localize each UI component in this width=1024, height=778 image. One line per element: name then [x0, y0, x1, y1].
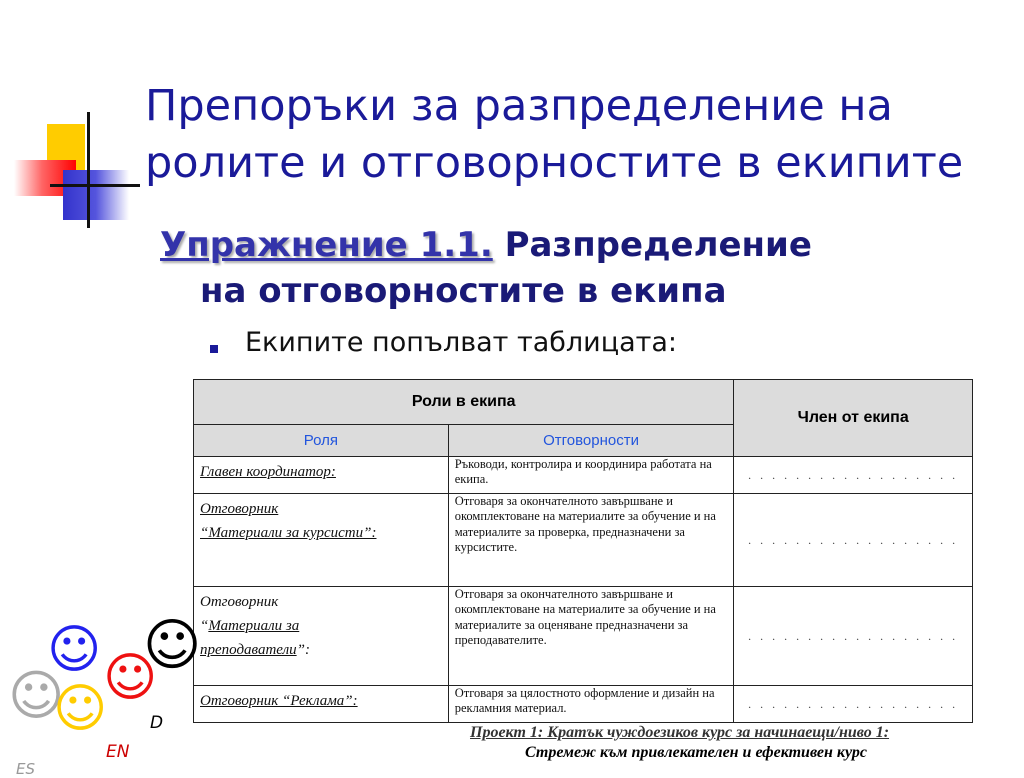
smiley-blue-icon: ☺ — [47, 620, 102, 680]
role-name-detail-2: преподаватели — [200, 642, 297, 658]
role-cell — [194, 686, 449, 723]
column-header-role: Роля — [194, 425, 449, 457]
smiley-yellow-icon: ☺ — [53, 679, 108, 739]
role-name-detail: “Материали за курсисти”: — [200, 525, 377, 541]
member-cell[interactable]: . . . . . . . . . . . . . . . . . . — [734, 494, 973, 587]
footer-project-line: Проект 1: Кратък чуждоезиков курс за начинаещи/ниво 1: — [470, 724, 890, 741]
slide-title — [145, 78, 1015, 192]
member-cell[interactable]: . . . . . . . . . . . . . . . . . . — [734, 686, 973, 723]
title-line-2: ролите и отговорностите в екипите — [145, 138, 964, 188]
exercise-label: Упражнение 1.1. — [160, 225, 493, 265]
title-line-1: Препоръки за разпределение на — [145, 81, 893, 131]
role-name: Отговорник — [200, 501, 279, 517]
language-label-es: ES — [16, 760, 35, 778]
footer-subtitle-line: Стремеж към привлекателен и ефективен курс — [525, 744, 867, 761]
column-header-responsibilities: Отговорности — [448, 425, 734, 457]
logo-vertical-line — [87, 112, 90, 228]
header-roles: Роли в екипа — [194, 380, 734, 425]
role-cell — [194, 587, 449, 686]
bullet-square-icon — [210, 345, 218, 353]
logo-horizontal-line — [50, 184, 140, 187]
exercise-title-part2: на отговорностите в екипа — [200, 271, 727, 311]
language-label-d: D — [150, 713, 164, 733]
smiley-black-icon: ☺ — [143, 613, 202, 678]
exercise-title-part1: Разпределение — [492, 225, 812, 265]
role-name-detail: Материали за — [208, 618, 300, 634]
quote-close: ”: — [296, 642, 310, 658]
table-row — [194, 494, 973, 587]
role-cell — [194, 457, 449, 494]
role-cell — [194, 494, 449, 587]
language-label-en: EN — [106, 742, 130, 762]
logo-blue-block — [63, 170, 129, 220]
table-row — [194, 587, 973, 686]
role-name: Главен координатор: — [200, 464, 336, 480]
member-cell[interactable]: . . . . . . . . . . . . . . . . . . — [734, 587, 973, 686]
responsibility-cell: Отговаря за окончателното завършване и окомплектоване на материалите за обучение и на материалите за оценяване предназначени за преподавателите. — [448, 587, 734, 686]
header-member: Член от екипа — [734, 380, 973, 457]
bullet-text: Екипите попълват таблицата: — [245, 327, 677, 358]
table-row — [194, 686, 973, 723]
quote-open: “ — [200, 618, 209, 634]
roles-table — [193, 379, 973, 723]
responsibility-cell: Ръководи, контролира и координира работата на екипа. — [448, 457, 734, 494]
responsibility-cell: Отговаря за окончателното завършване и окомплектоване на материалите за обучение и на материалите за проверка, предназначени за курсистите. — [448, 494, 734, 587]
role-name: Отговорник “Реклама”: — [200, 693, 358, 709]
table-row — [194, 457, 973, 494]
role-name: Отговорник — [200, 594, 279, 610]
smiley-gray-icon: ☺ — [8, 664, 65, 727]
member-cell[interactable]: . . . . . . . . . . . . . . . . . . — [734, 457, 973, 494]
exercise-heading — [160, 222, 980, 314]
smiley-red-icon: ☺ — [103, 648, 158, 708]
responsibility-cell: Отговаря за цялостното оформление и дизайн на рекламния материал. — [448, 686, 734, 723]
